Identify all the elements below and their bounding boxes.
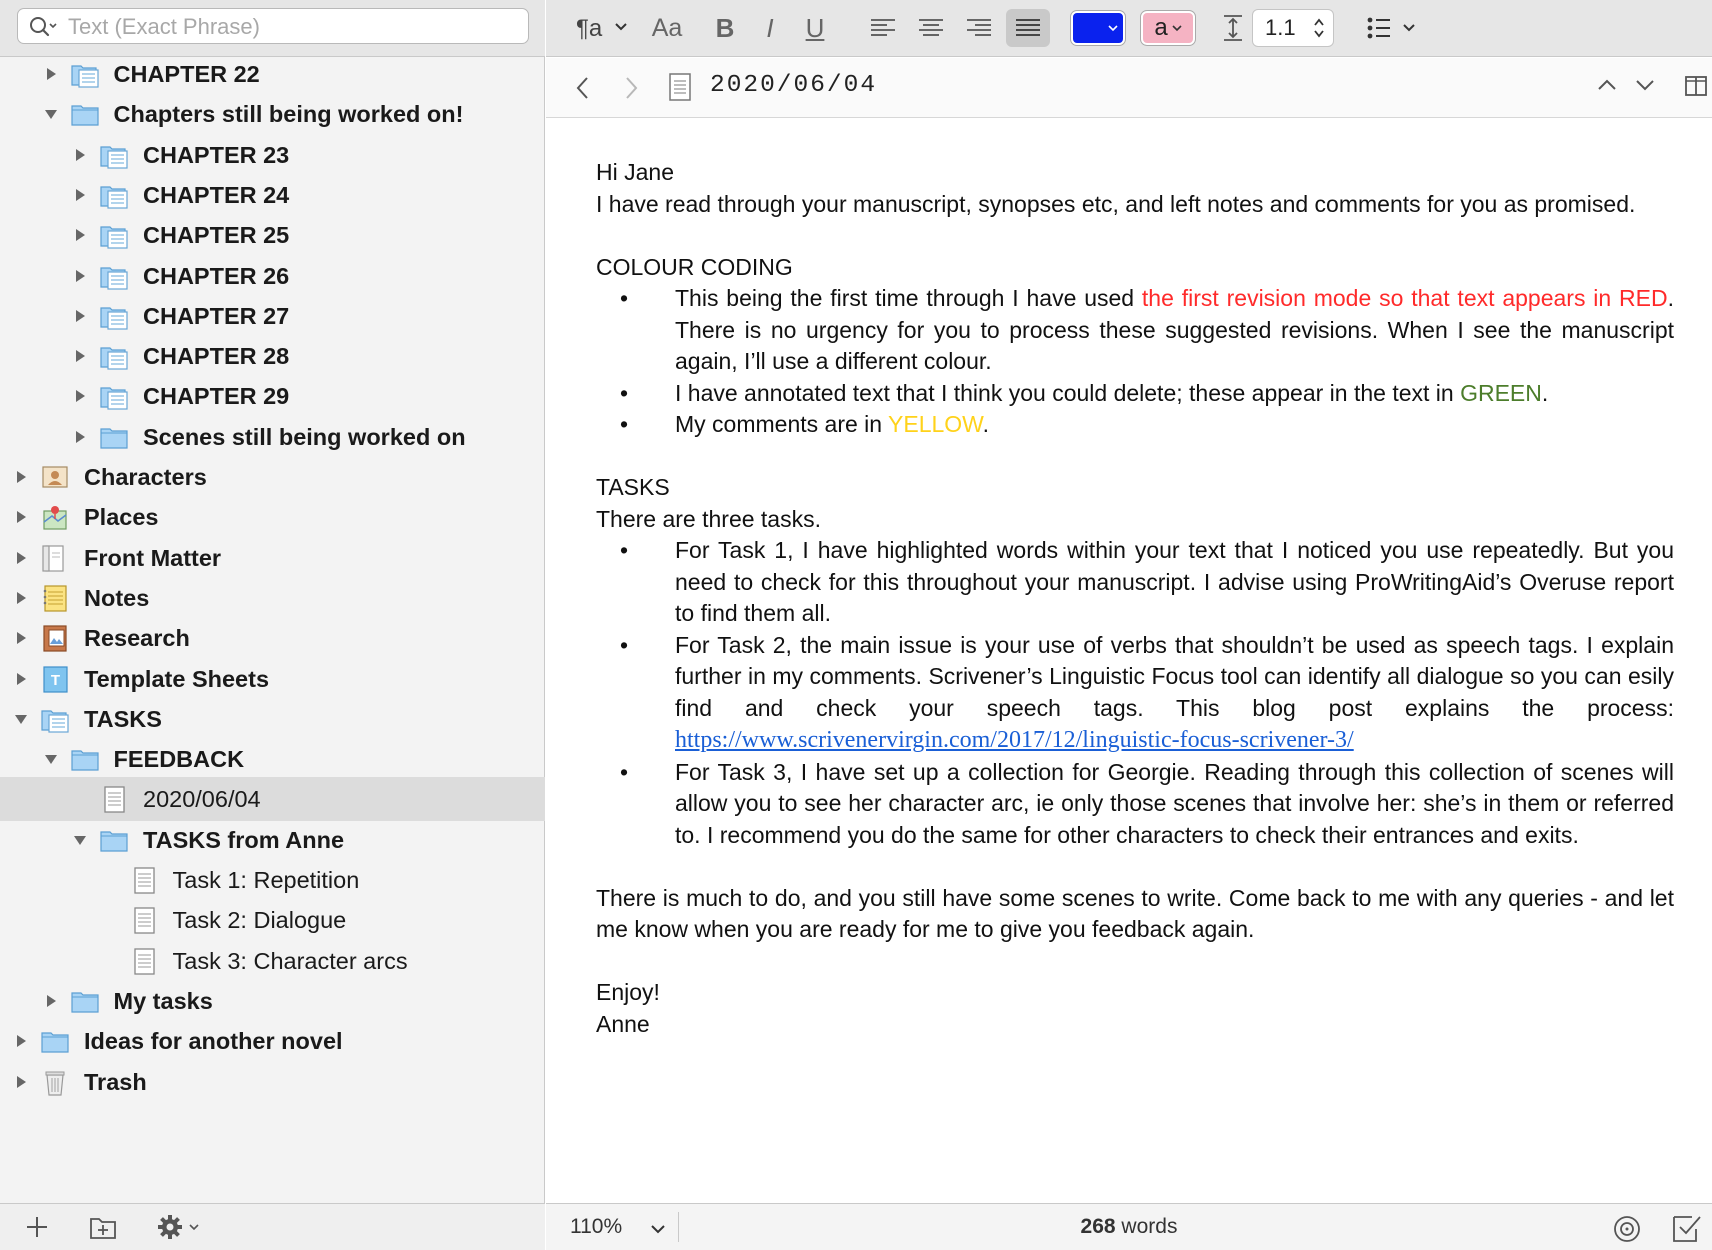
binder-item-research[interactable]: [0, 616, 545, 660]
list-item: • I have annotated text that I think you could delete; these appear in the text in GREEN.: [596, 378, 1674, 410]
binder-item-label: 2020/06/04: [143, 786, 261, 813]
chapter-folder-icon: [70, 59, 100, 89]
bullet-point: •: [620, 379, 629, 406]
align-right-icon: [966, 18, 992, 38]
line-spacing-field[interactable]: [1252, 9, 1334, 47]
binder-item-2020-06-04[interactable]: [0, 777, 545, 821]
highlight-color-swatch: [1141, 11, 1195, 45]
binder-item-feedback[interactable]: [0, 737, 545, 781]
fonts-button[interactable]: Aa: [651, 13, 683, 42]
binder-item-chapter-27[interactable]: [0, 294, 545, 338]
previous-document-icon[interactable]: [1596, 74, 1618, 96]
folder-icon: [99, 422, 129, 452]
binder-tree: [0, 58, 545, 1202]
editor-header-bar: [546, 58, 1712, 118]
disclosure-closed-icon[interactable]: [71, 146, 89, 164]
places-icon: [40, 502, 70, 532]
red-text-sample: the first revision mode so that text appears in RED: [1141, 285, 1668, 311]
stepper-icon[interactable]: [1313, 16, 1325, 40]
disclosure-closed-icon[interactable]: [12, 670, 30, 688]
binder-item-label: CHAPTER 24: [143, 181, 290, 208]
disclosure-closed-icon[interactable]: [42, 65, 60, 83]
line-spacing-value: 1.1: [1265, 15, 1296, 40]
underline-button[interactable]: U: [805, 12, 825, 43]
binder-item-chapter-28[interactable]: [0, 334, 545, 378]
folder-icon: [40, 1026, 70, 1056]
search-input[interactable]: [68, 13, 518, 40]
intro-paragraph: I have read through your manuscript, synopses etc, and left notes and comments for you as promised.: [596, 190, 1636, 217]
word-count-label: words: [1121, 1215, 1178, 1238]
list-item: • For Task 2, the main issue is your use of verbs that shouldn’t be used as speech tags. I explain further in my comments. Scrivener’s Linguistic Focus tool can identify all dialogue so you can esily find and check your speech tags. This blog post explains the process: https://www.scrivenervirgin.com/2017/12/linguistic-focus-scrivener-3/: [620, 631, 1674, 753]
trash-icon: [40, 1067, 70, 1097]
svg-text:¶a: ¶a: [576, 15, 603, 42]
folder-icon: [99, 825, 129, 855]
binder-item-label: Ideas for another novel: [84, 1028, 343, 1055]
chapter-folder-icon: [99, 341, 129, 371]
binder-item-label: Task 2: Dialogue: [172, 907, 347, 934]
binder-item-chapter-24[interactable]: [0, 173, 545, 217]
tasks-heading: TASKS: [596, 474, 670, 500]
settings-menu-button[interactable]: [156, 1212, 204, 1242]
binder-item-task-3-character-arcs[interactable]: [0, 939, 545, 983]
align-right-button[interactable]: [960, 9, 998, 47]
binder-item-label: CHAPTER 27: [143, 302, 290, 329]
signoff: Enjoy!: [596, 979, 660, 1005]
disclosure-closed-icon[interactable]: [71, 347, 89, 365]
binder-item-ideas-for-another-novel[interactable]: [0, 1019, 545, 1063]
align-center-button[interactable]: [912, 9, 950, 47]
zoom-level: 110%: [570, 1215, 623, 1238]
add-folder-icon: [88, 1213, 118, 1241]
notes-icon: [40, 583, 70, 613]
disclosure-closed-icon[interactable]: [12, 468, 30, 486]
greeting: Hi Jane: [596, 159, 674, 185]
document-icon: [99, 784, 129, 814]
green-text-sample: GREEN: [1460, 379, 1542, 406]
binder-item-label: My tasks: [113, 987, 213, 1014]
bullet-point: •: [620, 537, 629, 563]
bullet-point: •: [620, 411, 629, 437]
blog-post-link[interactable]: https://www.scrivenervirgin.com/2017/12/linguistic-focus-scrivener-3/: [675, 727, 1354, 753]
editor-footer: [546, 1203, 1712, 1250]
binder-item-label: CHAPTER 26: [143, 262, 290, 289]
binder-item-label: CHAPTER 23: [143, 141, 290, 168]
target-icon[interactable]: [1612, 1214, 1642, 1244]
bullet-list-icon: [1366, 15, 1426, 41]
bold-button[interactable]: B: [715, 12, 735, 43]
chapter-folder-icon: [40, 704, 70, 734]
signature: Anne: [596, 1010, 650, 1037]
binder-item-label: FEEDBACK: [113, 746, 245, 773]
next-document-icon[interactable]: [1634, 74, 1656, 96]
line-spacing-icon: [1218, 9, 1248, 47]
colour-coding-heading: COLOUR CODING: [596, 253, 793, 280]
bullet-point: •: [620, 285, 629, 311]
list-item: • This being the first time through I have used the first revision mode so that text appears in RED. There is no urgency for you to process these suggested revisions. When I see the manuscript again, I’ll use a different colour.: [620, 285, 1674, 374]
disclosure-closed-icon[interactable]: [42, 992, 60, 1010]
binder-item-tasks-from-anne[interactable]: [0, 818, 545, 862]
chevron-down-icon: [1172, 24, 1182, 32]
disclosure-closed-icon[interactable]: [12, 549, 30, 567]
binder-item-label: Trash: [84, 1068, 147, 1095]
list-item: • My comments are in YELLOW.: [596, 409, 1674, 441]
characters-icon: [40, 462, 70, 492]
text-color-button[interactable]: [1070, 9, 1126, 47]
back-arrow-icon[interactable]: [574, 74, 592, 102]
binder-item-task-2-dialogue[interactable]: [0, 898, 545, 942]
binder-item-chapter-25[interactable]: [0, 213, 545, 257]
binder-item-label: Template Sheets: [84, 665, 270, 692]
binder-item-label: Front Matter: [84, 544, 222, 571]
format-toolbar: [546, 0, 1712, 57]
disclosure-open-icon[interactable]: [42, 750, 60, 768]
align-center-icon: [918, 18, 944, 38]
document-icon: [129, 946, 159, 976]
binder-item-chapters-still-being-worked-on[interactable]: [0, 92, 545, 136]
binder-item-label: CHAPTER 29: [143, 383, 290, 410]
binder-item-label: TASKS from Anne: [143, 826, 345, 853]
binder-item-tasks[interactable]: [0, 697, 545, 741]
yellow-text-sample: YELLOW: [888, 411, 983, 437]
binder-item-template-sheets[interactable]: [0, 657, 545, 701]
disclosure-closed-icon[interactable]: [71, 387, 89, 405]
binder-item-label: CHAPTER 28: [143, 343, 290, 370]
front-matter-icon: [40, 543, 70, 573]
document-icon[interactable]: [668, 72, 692, 102]
binder-item-trash[interactable]: [0, 1060, 545, 1104]
bullet-point: •: [620, 631, 629, 658]
editor-pane[interactable]: [546, 119, 1712, 1202]
binder-sidebar: [0, 0, 545, 1250]
list-item: • For Task 3, I have set up a collection for Georgie. Reading through this collection of scenes will allow you to see her character arc, ie only those scenes that involve her: she’s in them or referred to. I recommend you do the same for other characters to check their entrances and exits.: [620, 758, 1674, 848]
paragraph-style-button[interactable]: [574, 9, 634, 47]
bullet-point: •: [620, 758, 629, 785]
binder-item-label: Notes: [84, 584, 150, 611]
chapter-folder-icon: [99, 301, 129, 331]
disclosure-closed-icon[interactable]: [71, 226, 89, 244]
highlight-letter: a: [1154, 14, 1168, 41]
chapter-folder-icon: [99, 261, 129, 291]
disclosure-open-icon[interactable]: [12, 710, 30, 728]
list-item: • For Task 1, I have highlighted words within your text that I noticed you use repeatedly. But you need to check for this throughout your manuscript. I advise using ProWritingAid’s Overuse report to find them all.: [620, 537, 1674, 626]
binder-item-label: Characters: [84, 464, 207, 490]
disclosure-open-icon[interactable]: [42, 105, 60, 123]
binder-item-chapter-26[interactable]: [0, 254, 545, 298]
binder-item-label: Research: [84, 625, 190, 652]
word-count: [546, 1215, 1712, 1239]
align-left-icon: [870, 18, 896, 38]
binder-item-label: CHAPTER 22: [113, 61, 260, 87]
binder-item-chapter-23[interactable]: [0, 133, 545, 177]
binder-item-scenes-still-being-worked-on[interactable]: [0, 415, 545, 459]
template-sheets-icon: [40, 664, 70, 694]
add-item-button[interactable]: [24, 1212, 50, 1242]
search-box[interactable]: [17, 8, 529, 44]
disclosure-closed-icon[interactable]: [12, 629, 30, 647]
binder-item-front-matter[interactable]: [0, 536, 545, 580]
document-icon: [129, 865, 159, 895]
disclosure-closed-icon[interactable]: [71, 428, 89, 446]
disclosure-closed-icon[interactable]: [12, 1073, 30, 1091]
word-count-value: 268: [1080, 1215, 1116, 1238]
disclosure-open-icon[interactable]: [71, 831, 89, 849]
binder-item-places[interactable]: [0, 495, 545, 539]
paragraph-style-icon: [574, 13, 634, 43]
folder-icon: [70, 99, 100, 129]
binder-item-chapter-29[interactable]: [0, 374, 545, 418]
binder-item-label: Task 1: Repetition: [172, 867, 360, 893]
list-style-button[interactable]: [1364, 9, 1428, 47]
binder-item-label: Scenes still being worked on: [143, 423, 466, 450]
chapter-folder-icon: [99, 180, 129, 210]
binder-item-chapter-22[interactable]: [0, 58, 545, 96]
text-color-swatch: [1071, 11, 1125, 45]
disclosure-closed-icon[interactable]: [12, 1032, 30, 1050]
document-title: 2020/06/04: [710, 72, 878, 99]
closing-paragraph: There is much to do, and you still have some scenes to write. Come back to me with any queries - and let me know when you are ready for me to give you feedback again.: [596, 884, 1674, 942]
binder-item-characters[interactable]: [0, 455, 545, 499]
disclosure-closed-icon[interactable]: [12, 589, 30, 607]
add-folder-button[interactable]: [88, 1212, 118, 1242]
chapter-folder-icon: [99, 140, 129, 170]
disclosure-closed-icon[interactable]: [71, 267, 89, 285]
document-icon: [129, 905, 159, 935]
binder-item-label: Places: [84, 504, 159, 531]
research-icon: [40, 623, 70, 653]
tasks-intro: There are three tasks.: [596, 505, 821, 532]
folder-icon: [70, 986, 100, 1016]
justify-button[interactable]: [1006, 9, 1050, 47]
italic-button[interactable]: I: [766, 12, 774, 43]
highlight-color-button[interactable]: [1140, 9, 1196, 47]
forward-arrow-icon[interactable]: [622, 74, 640, 102]
gear-icon: [156, 1213, 204, 1241]
binder-item-task-1-repetition[interactable]: [0, 858, 545, 902]
binder-footer: [0, 1203, 545, 1250]
disclosure-closed-icon[interactable]: [71, 186, 89, 204]
svg-text:T: T: [50, 671, 61, 689]
binder-item-label: TASKS: [84, 705, 162, 732]
plus-icon: [24, 1214, 50, 1240]
chapter-folder-icon: [99, 381, 129, 411]
align-left-button[interactable]: [864, 9, 902, 47]
justify-icon: [1015, 18, 1041, 38]
binder-item-my-tasks[interactable]: [0, 979, 545, 1023]
chevron-down-icon: [1108, 24, 1118, 32]
checkbox-note-icon[interactable]: [1670, 1213, 1704, 1245]
binder-search-bar: [0, 0, 545, 57]
split-editor-icon[interactable]: [1684, 74, 1708, 98]
disclosure-closed-icon[interactable]: [71, 307, 89, 325]
search-icon[interactable]: [28, 15, 58, 39]
binder-item-notes[interactable]: [0, 576, 545, 620]
folder-icon: [70, 744, 100, 774]
binder-item-label: Task 3: Character arcs: [172, 947, 408, 974]
chapter-folder-icon: [99, 220, 129, 250]
disclosure-closed-icon[interactable]: [12, 508, 30, 526]
document-text[interactable]: [596, 157, 1674, 1040]
binder-item-label: Chapters still being worked on!: [113, 101, 464, 128]
binder-item-label: CHAPTER 25: [143, 222, 290, 249]
